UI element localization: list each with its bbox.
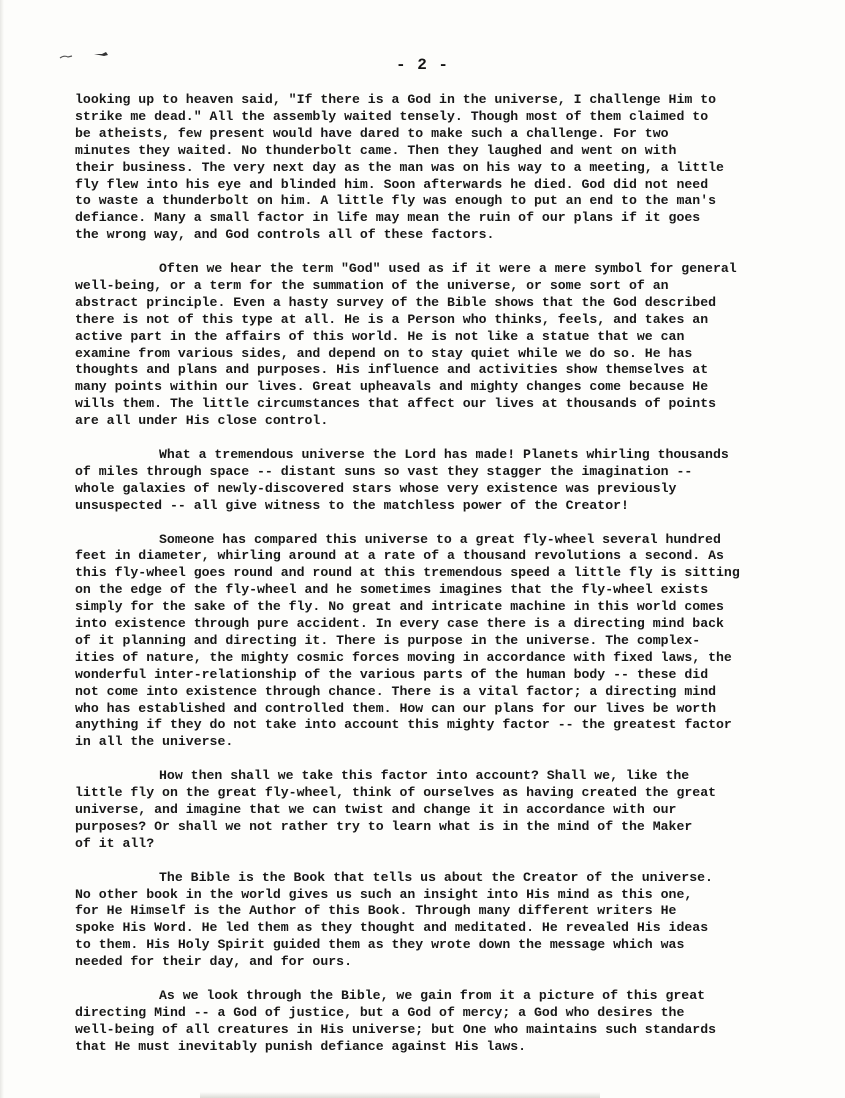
text-line: looking up to heaven said, "If there is a God in the universe, I challenge Him to <box>75 92 717 107</box>
text-line: Often we hear the term "God" used as if it were a mere symbol for general <box>159 261 737 277</box>
text-line: What a tremendous universe the Lord has made! Planets whirling thousands <box>159 447 729 462</box>
text-line: of it all? <box>75 835 155 851</box>
text-line: thoughts and plans and purposes. His influence and activities show themselves at <box>75 362 709 378</box>
text-line: their business. The very next day as the man was on his way to a meeting, a little <box>75 159 724 175</box>
text-line: feet in diameter, whirling around at a rate of a thousand revolutions a second. As <box>75 548 724 564</box>
text-line: How then shall we take this factor into account? Shall we, like the <box>159 768 690 784</box>
text-line: who has established and controlled them. How can our plans for our lives be worth <box>75 700 717 716</box>
text-line: well-being, or a term for the summation of the universe, or some sort of an <box>75 277 669 293</box>
text-line: whole galaxies of newly-discovered stars whose very existence was previously <box>75 480 677 496</box>
text-line: unsuspected -- all give witness to the matchless power of the Creator! <box>75 497 629 513</box>
text-line: wills them. The little circumstances that affect our lives at thousands of points <box>75 396 717 412</box>
paragraph <box>75 768 787 853</box>
text-line: active part in the affairs of this world. He is not like a statue that we can <box>75 328 685 344</box>
text-line: not come into existence through chance. There is a vital factor; a directing mind <box>75 683 717 699</box>
text-line: of miles through space -- distant suns so vast they stagger the imagination -- <box>75 463 693 479</box>
text-line: this fly-wheel goes round and round at this tremendous speed a little fly is sitting <box>75 565 740 581</box>
text-line: be atheists, few present would have dared to make such a challenge. For two <box>75 125 669 141</box>
text-line: directing Mind -- a God of justice, but a God of mercy; a God who desires the <box>75 1004 685 1020</box>
text-line: anything if they do not take into account this mighty factor -- the greatest factor <box>75 717 732 733</box>
text-line: needed for their day, and for ours. <box>75 954 352 970</box>
text-line: to them. His Holy Spirit guided them as they wrote down the message which was <box>75 937 685 953</box>
text-line: No other book in the world gives us such an insight into His mind as this one, <box>75 886 693 902</box>
text-line: little fly on the great fly-wheel, think of ourselves as having created the great <box>75 785 717 801</box>
paragraph <box>75 870 787 971</box>
text-line: abstract principle. Even a hasty survey of the Bible shows that the God described <box>75 294 717 310</box>
paragraph <box>75 532 787 752</box>
text-line: many points within our lives. Great upheavals and mighty changes come because He <box>75 379 709 395</box>
text-line: simply for the sake of the fly. No great and intricate machine in this world comes <box>75 599 724 615</box>
paragraph <box>75 261 787 430</box>
text-line: there is not of this type at all. He is a Person who thinks, feels, and takes an <box>75 311 709 327</box>
text-line: that He must inevitably punish defiance against His laws. <box>75 1038 527 1054</box>
text-line: defiance. Many a small factor in life may mean the ruin of our plans if it goes <box>75 210 701 226</box>
text-line: wonderful inter-relationship of the various parts of the human body -- these did <box>75 666 709 682</box>
text-line: The Bible is the Book that tells us about the Creator of the universe. <box>159 869 713 885</box>
text-line: in all the universe. <box>75 734 234 750</box>
text-line: universe, and imagine that we can twist and change it in accordance with our <box>75 802 677 817</box>
document-body <box>75 92 787 1072</box>
text-line: Someone has compared this universe to a great fly-wheel several hundred <box>159 531 721 547</box>
text-line: well-being of all creatures in His universe; but One who maintains such standards <box>75 1021 717 1037</box>
paragraph <box>75 988 787 1056</box>
text-line: for He Himself is the Author of this Book. Through many different writers He <box>75 903 677 919</box>
text-line: fly flew into his eye and blinded him. Soon afterwards he died. God did not need <box>75 176 709 192</box>
text-line: the wrong way, and God controls all of these factors. <box>75 227 495 243</box>
text-line: of it planning and directing it. There is purpose in the universe. The complex- <box>75 632 701 648</box>
text-line: examine from various sides, and depend on to stay quiet while we do so. He has <box>75 345 693 361</box>
text-line: spoke His Word. He led them as they thought and meditated. He revealed His ideas <box>75 920 709 936</box>
text-line: strike me dead." All the assembly waited tensely. Though most of them claimed to <box>75 108 709 124</box>
text-line: ities of nature, the mighty cosmic forces moving in accordance with fixed laws, the <box>75 649 732 665</box>
paragraph <box>75 92 787 244</box>
text-line: into existence through pure accident. In every case there is a directing mind back <box>75 616 724 632</box>
text-line: on the edge of the fly-wheel and he sometimes imagines that the fly-wheel exists <box>75 582 709 598</box>
text-line: As we look through the Bible, we gain from it a picture of this great <box>159 987 706 1003</box>
text-line: purposes? Or shall we not rather try to learn what is in the mind of the Maker <box>75 818 693 834</box>
scan-bottom-shadow <box>200 1092 600 1098</box>
page-number: - 2 - <box>395 56 449 74</box>
text-line: to waste a thunderbolt on him. A little fly was enough to put an end to the man's <box>75 193 717 209</box>
scan-edge-shadow <box>0 0 4 1098</box>
text-line: are all under His close control. <box>75 413 329 429</box>
text-line: minutes they waited. No thunderbolt came. Then they laughed and went on with <box>75 142 677 158</box>
paragraph <box>75 447 787 515</box>
